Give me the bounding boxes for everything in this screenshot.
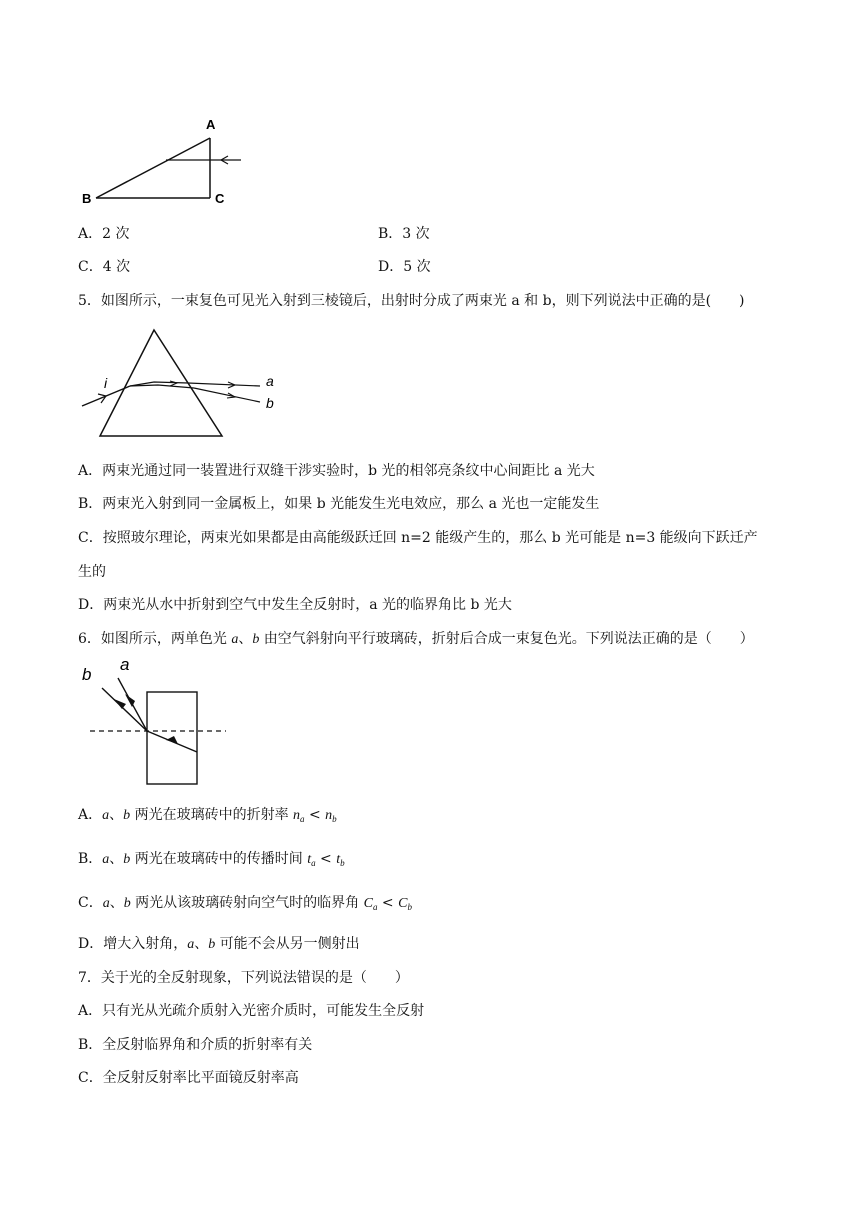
vertex-b-label: B (82, 191, 92, 206)
q6-var-a: a (102, 852, 110, 867)
q6-var-b: b (123, 896, 131, 911)
q6-option-b-text: 两光在玻璃砖中的传播时间 (130, 851, 308, 867)
q6-option-b (78, 852, 345, 868)
ray-b-arrowhead (114, 699, 126, 709)
q7-option-a: A．只有光从光疏介质射入光密介质时，可能发生全反射 (78, 1003, 425, 1019)
inside-arrowhead (170, 381, 177, 386)
q6-stem-prefix: 6．如图所示，两单色光 (78, 631, 232, 647)
q6-option-a-math-left: n (293, 808, 301, 823)
q6-option-a-prefix: A． (78, 807, 103, 823)
q6-option-c-sub-left: a (372, 902, 378, 912)
triangle-prism-figure (78, 112, 248, 207)
q6-stem-suffix: 由空气斜射向平行玻璃砖，折射后合成一束复色光。下列说法正确的是（ ） (259, 631, 754, 647)
q6-option-b-math-right: t (336, 852, 341, 867)
q6-option-a-sub-left: a (300, 814, 305, 824)
q6-option-a-math-right: n (325, 808, 333, 823)
ray-i-label: i (104, 375, 108, 391)
q6-sep: 、 (238, 631, 253, 647)
q5-option-c-line2: 生的 (78, 564, 106, 580)
q6-sep: 、 (109, 851, 124, 867)
q6-sep: 、 (109, 807, 124, 823)
q6-option-b-sub-right: b (340, 858, 345, 868)
q5-option-b: B．两束光入射到同一金属板上，如果 b 光能发生光电效应，那么 a 光也一定能发生 (78, 496, 600, 512)
vertex-a-label: A (206, 117, 216, 132)
q7-option-c: C．全反射反射率比平面镜反射率高 (78, 1070, 299, 1086)
glass-slab-figure (78, 656, 238, 788)
prism-triangle (100, 330, 222, 436)
q5-option-c-line1: C．按照玻尔理论，两束光如果都是由高能级跃迁回 n=2 能级产生的，那么 b 光可能是 n=3 能级向下跃迁产 (78, 530, 758, 546)
ray-b-inside (130, 385, 194, 388)
q6-option-c-prefix: C． (78, 895, 103, 911)
q6-var-a: a (187, 937, 195, 952)
q6-option-b-prefix: B． (78, 851, 103, 867)
q6-stem (78, 632, 754, 647)
q6-var-b: b (208, 937, 216, 952)
vertex-c-label: C (215, 191, 225, 206)
q7-option-b: B．全反射临界角和介质的折射率有关 (78, 1037, 313, 1053)
q6-option-a-sub-right: b (332, 814, 337, 824)
q6-option-c-math-right: C (398, 896, 408, 911)
q6-var-a: a (231, 632, 239, 647)
q6-option-c-sub-right: b (407, 902, 412, 912)
q5-option-d: D．两束光从水中折射到空气中发生全反射时，a 光的临界角比 b 光大 (78, 597, 512, 613)
q6-var-b: b (252, 632, 260, 647)
q6-option-a-op: < (304, 807, 326, 823)
q6-option-b-math-left: t (307, 852, 312, 867)
q6-option-c-math-left: C (363, 896, 373, 911)
ray-a-label: a (266, 373, 274, 389)
q6-option-c-text: 两光从该玻璃砖射向空气时的临界角 (130, 895, 364, 911)
q6-option-b-op: < (315, 851, 337, 867)
q4-option-a: A．2 次 (78, 226, 130, 242)
q6-var-a: a (102, 808, 110, 823)
q5-stem: 5．如图所示，一束复色可见光入射到三棱镜后，出射时分成了两束光 a 和 b，则下列说法中正确的是( ) (78, 293, 745, 309)
ray-a-label: a (120, 655, 130, 674)
ray-a-outgoing (188, 383, 260, 386)
q6-option-c-op: < (377, 895, 399, 911)
q5-option-a: A．两束光通过同一装置进行双缝干涉实验时，b 光的相邻亮条纹中心间距比 a 光大 (78, 463, 595, 479)
q6-option-d (78, 937, 360, 952)
q6-var-b: b (123, 808, 131, 823)
prism-hypotenuse (96, 138, 210, 198)
q7-stem: 7．关于光的全反射现象，下列说法错误的是（ ） (78, 970, 409, 986)
q6-option-a-text: 两光在玻璃砖中的折射率 (130, 807, 294, 823)
q6-var-b: b (123, 852, 131, 867)
q4-option-b: B．3 次 (378, 226, 430, 242)
prism-dispersion-figure (78, 328, 288, 440)
q6-sep: 、 (194, 936, 209, 952)
ray-b-outgoing (194, 388, 260, 402)
q4-option-c: C．4 次 (78, 259, 131, 275)
q4-option-d: D．5 次 (378, 259, 431, 275)
q6-sep: 、 (109, 895, 124, 911)
ray-b-label: b (82, 665, 92, 684)
q6-option-a (78, 808, 337, 824)
refracted-arrowhead (166, 736, 178, 744)
q6-option-d-suffix: 可能不会从另一侧射出 (215, 936, 360, 952)
q6-option-d-prefix: D．增大入射角， (78, 936, 188, 952)
ray-b-label: b (266, 395, 274, 411)
q6-var-a: a (102, 896, 110, 911)
q6-option-c (78, 896, 412, 912)
q6-option-b-sub-left: a (311, 858, 316, 868)
ray-b-incident (102, 688, 147, 731)
